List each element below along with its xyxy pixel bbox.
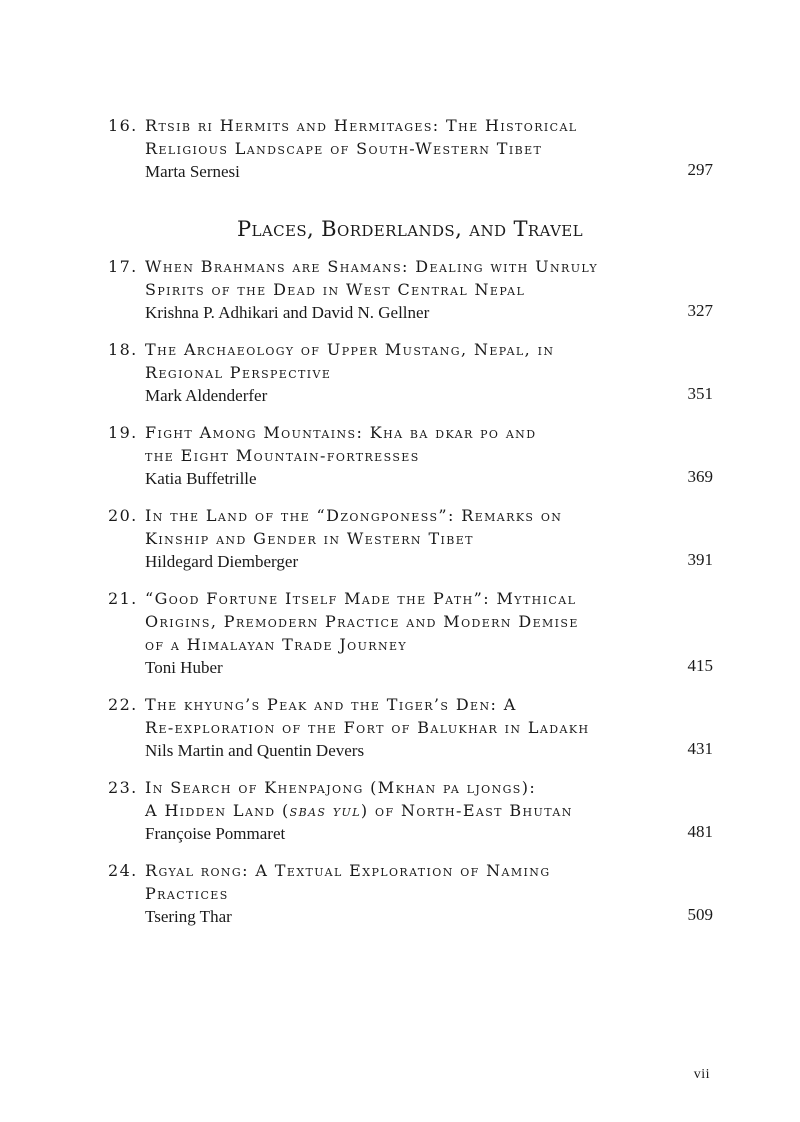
toc-entry-17[interactable] (108, 255, 713, 325)
entry-title-line: Kinship and Gender in Western Tibet (145, 529, 474, 548)
entry-page-number: 351 (687, 384, 713, 403)
entry-page-number: 297 (687, 160, 713, 179)
entry-author-row (145, 467, 713, 491)
entry-author-row (145, 550, 713, 574)
entry-number: 16. (108, 116, 138, 135)
entry-title-line: When Brahmans are Shamans: Dealing with Unruly (145, 257, 599, 276)
toc-entry-22[interactable] (108, 693, 713, 763)
entry-number: 23. (108, 778, 138, 797)
entry-author-row (145, 656, 713, 680)
toc-entry-24[interactable] (108, 859, 713, 929)
entry-number: 17. (108, 257, 138, 276)
entry-title-line: The khyung’s Peak and the Tiger’s Den: A (145, 695, 517, 714)
entry-author: Mark Aldenderfer (145, 386, 268, 405)
entry-title-line: Regional Perspective (145, 363, 332, 382)
entry-title-line: Religious Landscape of South-Western Tibet (145, 139, 543, 158)
toc-entry-21[interactable] (108, 587, 713, 680)
entry-page-number: 327 (687, 301, 713, 320)
entry-number: 19. (108, 423, 138, 442)
entry-title-line: of a Himalayan Trade Journey (145, 635, 408, 654)
entry-author-row (145, 739, 713, 763)
entry-page-number: 481 (687, 822, 713, 841)
entry-title-line: The Archaeology of Upper Mustang, Nepal, in (145, 340, 555, 359)
title-fragment: A Hidden Land ( (145, 801, 290, 820)
entry-title-line: Rtsib ri Hermits and Hermitages: The Historical (145, 116, 578, 135)
toc-entry-23[interactable] (108, 776, 713, 846)
title-fragment: ) of North-East Bhutan (360, 801, 573, 820)
entry-page-number: 415 (687, 656, 713, 675)
entry-page-number: 509 (687, 905, 713, 924)
section-heading: Places, Borderlands, and Travel (236, 217, 584, 241)
entry-title-line: In Search of Khenpajong (Mkhan pa ljongs): (145, 778, 537, 797)
entry-number: 21. (108, 589, 138, 608)
toc-entry-16[interactable] (108, 114, 713, 184)
title-italic-fragment: sbas yul (289, 801, 361, 820)
entry-author-row (145, 301, 713, 325)
entry-author: Françoise Pommaret (145, 824, 286, 843)
entry-title-line: the Eight Mountain-fortresses (145, 446, 420, 465)
entry-author: Marta Sernesi (145, 162, 240, 181)
entry-number: 20. (108, 506, 138, 525)
entry-title-line: Rgyal rong: A Textual Exploration of Naming (145, 861, 551, 880)
entry-title-line: In the Land of the “Dzongponess”: Remarks on (145, 506, 563, 525)
toc-entry-20[interactable] (108, 504, 713, 574)
entry-author-row (145, 160, 713, 184)
entry-author-row (145, 822, 713, 846)
entry-author: Toni Huber (145, 658, 223, 677)
entry-page-number: 391 (687, 550, 713, 569)
entry-title-line: Spirits of the Dead in West Central Nepal (145, 280, 526, 299)
entry-number: 22. (108, 695, 138, 714)
entry-author: Tsering Thar (145, 907, 232, 926)
entry-page-number: 431 (687, 739, 713, 758)
entry-title-line: “Good Fortune Itself Made the Path”: Mythical (145, 589, 577, 608)
entry-author-row (145, 384, 713, 408)
entry-author: Nils Martin and Quentin Devers (145, 741, 365, 760)
page-folio: vii (693, 1067, 710, 1082)
entry-number: 24. (108, 861, 138, 880)
toc-entry-18[interactable] (108, 338, 713, 408)
entry-title-line: Fight Among Mountains: Kha ba dkar po and (145, 423, 537, 442)
entry-author: Katia Buffetrille (145, 469, 257, 488)
toc-entry-19[interactable] (108, 421, 713, 491)
entry-title-line (145, 799, 713, 822)
entry-title-line: Practices (145, 884, 229, 903)
entry-page-number: 369 (687, 467, 713, 486)
entry-author: Hildegard Diemberger (145, 552, 299, 571)
entry-number: 18. (108, 340, 138, 359)
entry-title-line: Re-exploration of the Fort of Balukhar in Ladakh (145, 718, 590, 737)
entry-title-line: Origins, Premodern Practice and Modern Demise (145, 612, 579, 631)
entry-author-row (145, 905, 713, 929)
entry-author: Krishna P. Adhikari and David N. Gellner (145, 303, 430, 322)
